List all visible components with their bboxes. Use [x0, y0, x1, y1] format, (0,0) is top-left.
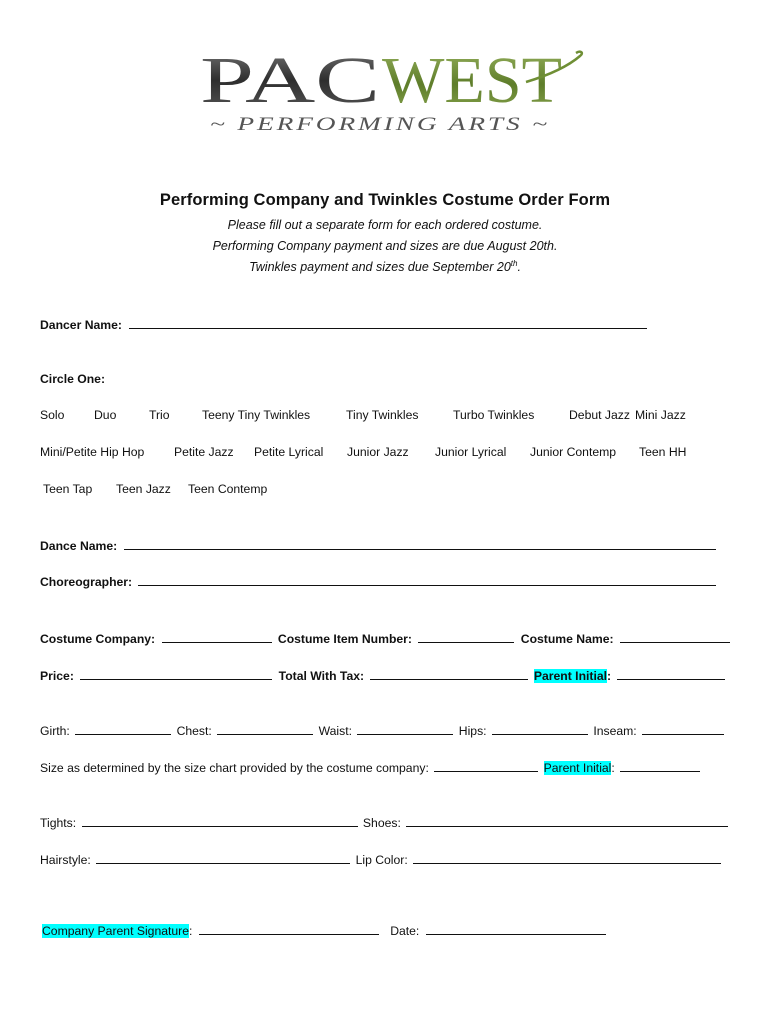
size-chart-field[interactable]	[434, 759, 538, 772]
hairstyle-lip-row	[40, 851, 721, 868]
circle-one-label: Circle One:	[40, 372, 106, 386]
price-label: Price:	[40, 669, 74, 683]
parent-initial-size-label: Parent Initial	[543, 761, 612, 775]
total-with-tax-label: Total With Tax:	[278, 669, 365, 683]
choreographer-label: Choreographer:	[40, 575, 133, 589]
hips-field[interactable]	[492, 722, 588, 735]
dancer-name-field[interactable]	[129, 316, 647, 329]
parent-initial-price-label	[534, 669, 611, 683]
inseam-label: Inseam:	[593, 724, 637, 738]
hairstyle-label: Hairstyle:	[40, 853, 91, 867]
lip-color-label: Lip Color:	[355, 853, 408, 867]
option-mini-jazz[interactable]: Mini Jazz	[635, 408, 686, 422]
shoes-field[interactable]	[406, 814, 728, 827]
option-teen-tap[interactable]: Teen Tap	[43, 482, 93, 496]
size-chart-label: Size as determined by the size chart provided by the costume company:	[40, 761, 429, 775]
option-teen-jazz[interactable]: Teen Jazz	[116, 482, 171, 496]
waist-field[interactable]	[357, 722, 453, 735]
company-parent-signature-label: Company Parent Signature	[42, 924, 190, 938]
price-row	[40, 667, 725, 684]
colon: :	[607, 669, 612, 683]
instruction-line-2: Performing Company payment and sizes are due August 20th.	[212, 239, 558, 253]
option-duo[interactable]: Duo	[94, 408, 117, 422]
parent-initial-size-field[interactable]	[620, 759, 700, 772]
instruction-line-3-text: Twinkles payment and sizes due September 20	[249, 260, 511, 275]
dance-name-row	[40, 537, 716, 554]
parent-initial-price-field[interactable]	[617, 667, 725, 680]
instruction-line-3-end: .	[517, 260, 521, 275]
colon: :	[611, 761, 615, 775]
chest-field[interactable]	[217, 722, 313, 735]
tights-field[interactable]	[82, 814, 358, 827]
dancer-name-row	[40, 316, 647, 333]
instruction-line-1: Please fill out a separate form for each ordered costume.	[227, 218, 543, 232]
instruction-line-3-sup: th	[510, 259, 518, 268]
choreographer-row	[40, 573, 716, 590]
option-junior-jazz[interactable]: Junior Jazz	[347, 445, 409, 459]
option-trio[interactable]: Trio	[149, 408, 170, 422]
costume-item-number-field[interactable]	[418, 630, 514, 643]
date-label: Date:	[390, 924, 420, 938]
total-with-tax-field[interactable]	[370, 667, 528, 680]
girth-label: Girth:	[40, 724, 70, 738]
girth-field[interactable]	[75, 722, 171, 735]
option-junior-lyrical[interactable]: Junior Lyrical	[435, 445, 507, 459]
hips-label: Hips:	[458, 724, 487, 738]
measurements-row	[40, 722, 724, 739]
option-teeny-tiny-twinkles[interactable]: Teeny Tiny Twinkles	[202, 408, 311, 422]
tights-shoes-row	[40, 814, 728, 831]
colon: :	[189, 924, 193, 938]
choreographer-field[interactable]	[138, 573, 716, 586]
dance-name-label: Dance Name:	[40, 539, 118, 553]
date-field[interactable]	[426, 922, 606, 935]
option-solo[interactable]: Solo	[40, 408, 65, 422]
shoes-label: Shoes:	[362, 816, 401, 830]
size-chart-row	[40, 759, 700, 776]
signature-row	[42, 922, 606, 939]
pacwest-logo	[196, 46, 586, 142]
chest-label: Chest:	[176, 724, 212, 738]
costume-company-label: Costume Company:	[40, 632, 156, 646]
option-petite-lyrical[interactable]: Petite Lyrical	[254, 445, 324, 459]
costume-company-field[interactable]	[162, 630, 272, 643]
logo-text-west: WEST	[382, 46, 562, 117]
logo-text-pac: PAC	[200, 46, 380, 117]
costume-name-label: Costume Name:	[520, 632, 614, 646]
costume-name-field[interactable]	[620, 630, 730, 643]
form-title: Performing Company and Twinkles Costume Order Form	[159, 191, 611, 209]
option-debut-jazz[interactable]: Debut Jazz	[569, 408, 630, 422]
dancer-name-label: Dancer Name:	[40, 318, 122, 332]
option-petite-jazz[interactable]: Petite Jazz	[174, 445, 234, 459]
parent-initial-highlight: Parent Initial	[533, 669, 608, 683]
option-teen-hh[interactable]: Teen HH	[639, 445, 687, 459]
option-junior-contemp[interactable]: Junior Contemp	[530, 445, 617, 459]
dance-name-field[interactable]	[124, 537, 716, 550]
hairstyle-field[interactable]	[96, 851, 350, 864]
logo-tagline: ~ PERFORMING ARTS ~	[210, 114, 550, 135]
option-mini-petite-hip-hop[interactable]: Mini/Petite Hip Hop	[40, 445, 145, 459]
signature-field[interactable]	[199, 922, 379, 935]
instruction-line-3	[0, 259, 770, 274]
waist-label: Waist:	[318, 724, 352, 738]
price-field[interactable]	[80, 667, 272, 680]
option-tiny-twinkles[interactable]: Tiny Twinkles	[346, 408, 419, 422]
costume-row	[40, 630, 730, 647]
inseam-field[interactable]	[642, 722, 724, 735]
lip-color-field[interactable]	[413, 851, 721, 864]
tights-label: Tights:	[40, 816, 77, 830]
costume-item-number-label: Costume Item Number:	[277, 632, 412, 646]
option-turbo-twinkles[interactable]: Turbo Twinkles	[453, 408, 535, 422]
option-teen-contemp[interactable]: Teen Contemp	[188, 482, 268, 496]
